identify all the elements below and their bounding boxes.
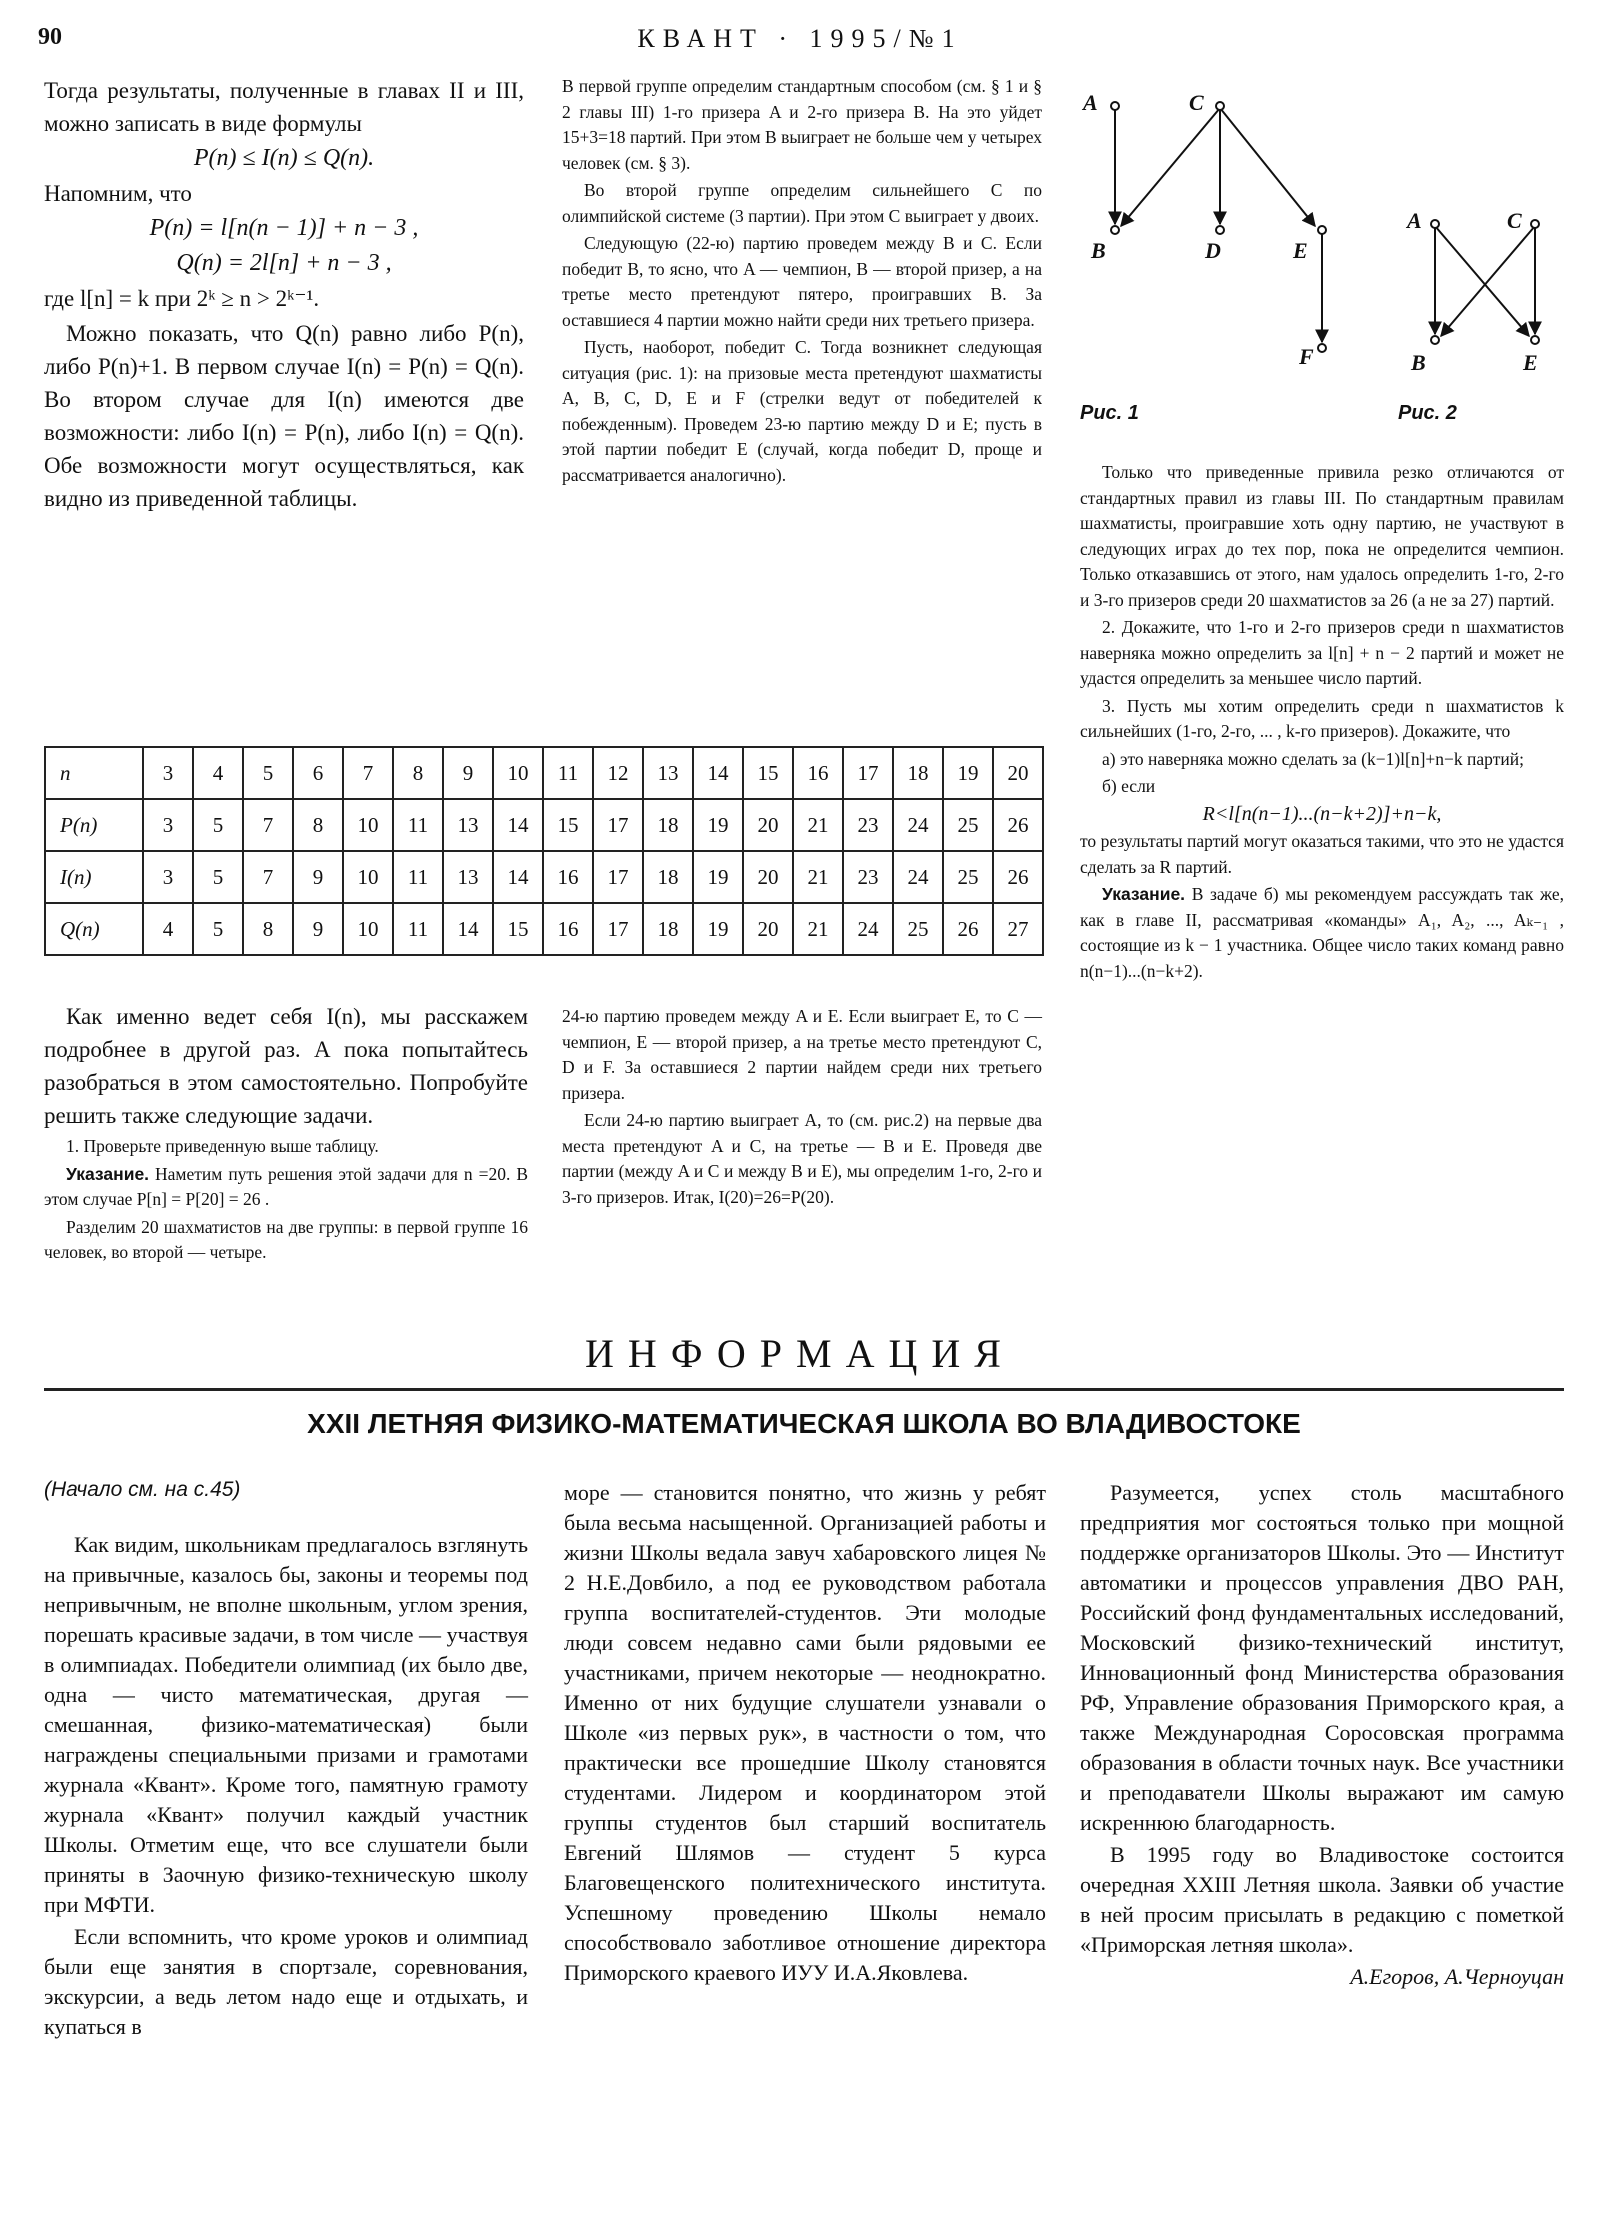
- formula: Q(n) = 2l[n] + n − 3 ,: [176, 250, 392, 276]
- paragraph: Разумеется, успех столь масштабного предприятия мог состояться только при мощной поддержке организаторов Школы. Это — Институт автоматики и процессов управления ДВО РАН, Российский фонд фундаментальных исследований, Московский физико-технический институт, Инновационный фонд Министерства образования РФ, Управление образования Приморского края, а также Международная Соросовская программа образования в области точных наук. Все участники и преподаватели Школы выражают им самую искреннюю благодарность.: [1080, 1480, 1564, 1835]
- table-cell: 8: [293, 799, 343, 851]
- paragraph: где l[n] = k при 2ᵏ ≥ n > 2ᵏ⁻¹.: [44, 286, 320, 311]
- article-col1: [44, 74, 524, 517]
- table-cell: 9: [443, 747, 493, 799]
- table-cell: 25: [943, 851, 993, 903]
- info-col2: [564, 1478, 1046, 1990]
- table-cell: 11: [543, 747, 593, 799]
- table-cell: 13: [443, 851, 493, 903]
- table-cell: 23: [843, 851, 893, 903]
- paragraph: Как именно ведет себя I(n), мы расскажем подробнее в другой раз. А пока попытайтесь разобраться в этом самостоятельно. Попробуйте решить также следующие задачи.: [44, 1004, 528, 1128]
- paragraph: 24-ю партию проведем между A и E. Если выиграет E, то C — чемпион, E — второй призер, а на третье место претендуют C, D и F. За оставшиеся 2 партии найдем среди них третьего призера.: [562, 1006, 1042, 1103]
- below-table-col1: [44, 1000, 528, 1268]
- table-cell: 25: [893, 903, 943, 955]
- node-e-label: E: [1293, 238, 1308, 263]
- authors: А.Егоров, А.Черноуцан: [1350, 1964, 1564, 1989]
- row-header: I(n): [45, 851, 143, 903]
- table-cell: 3: [143, 799, 193, 851]
- below-table-col2: [562, 1004, 1042, 1212]
- table-cell: 18: [643, 903, 693, 955]
- table-cell: 14: [493, 851, 543, 903]
- table-cell: 21: [793, 851, 843, 903]
- table-cell: 18: [643, 799, 693, 851]
- table-cell: 17: [593, 903, 643, 955]
- row-header: P(n): [45, 799, 143, 851]
- formula: P(n) = l[n(n − 1)] + n − 3 ,: [149, 215, 419, 241]
- table-cell: 4: [193, 747, 243, 799]
- hint-text: В задаче б) мы рекомендуем рассуждать так же, как в главе II, рассматривая «команды» A₁, A₂, ..., Aₖ₋₁ , состоящие из k − 1 участника. Общее число таких команд равно n(n−1)...(n−k+2).: [1080, 884, 1565, 981]
- table-cell: 10: [343, 903, 393, 955]
- paragraph: 2. Докажите, что 1-го и 2-го призеров среди n шахматистов наверняка можно определить за l[n] + n − 2 партий и может не удастся определить за меньшее число партий.: [1080, 617, 1564, 688]
- paragraph: Напомним, что: [44, 181, 192, 206]
- figure-1-caption: Рис. 1: [1080, 402, 1139, 424]
- node-c-label: C: [1189, 90, 1204, 115]
- table-cell: 27: [993, 903, 1043, 955]
- info-col3: [1080, 1478, 1564, 1994]
- node-e-label: E: [1523, 350, 1538, 375]
- table-cell: 17: [593, 799, 643, 851]
- figure-1: [1075, 80, 1355, 380]
- hint-label: Указание.: [1102, 884, 1186, 904]
- paragraph: [44, 1162, 528, 1213]
- paragraph: 3. Пусть мы хотим определить среди n шахматистов k сильнейших (1-го, 2-го, ... , k-го призеров). Докажите, что: [1080, 695, 1564, 741]
- table-row: [45, 851, 1043, 903]
- table-cell: 5: [193, 903, 243, 955]
- article-col2: [562, 74, 1042, 490]
- formula: P(n) ≤ I(n) ≤ Q(n).: [193, 145, 375, 171]
- figure-2: [1395, 200, 1575, 380]
- divider: [44, 1388, 1564, 1391]
- node-c-label: C: [1507, 208, 1522, 233]
- hint-label: Указание.: [66, 1163, 150, 1184]
- table-cell: 13: [643, 747, 693, 799]
- table-cell: 25: [943, 799, 993, 851]
- table-cell: 19: [693, 851, 743, 903]
- table-cell: 17: [843, 747, 893, 799]
- table-cell: 3: [143, 747, 193, 799]
- info-col1: [44, 1530, 528, 2044]
- node-b-label: B: [1091, 238, 1106, 263]
- table-cell: 24: [893, 799, 943, 851]
- page-number: 90: [38, 24, 62, 50]
- paragraph: Как видим, школьникам предлагалось взглянуть на привычные, казалось бы, законы и теоремы под непривычным, не вполне школьным, углом зрения, порешать красивые задачи, в том числе — участвуя в олимпиадах. Победители олимпиад (их было две, одна — чисто математическая, другая — смешанная, физико-математическая) были награждены специальными призами и грамотами журнала «Квант». Кроме того, памятную грамоту журнала «Квант» получил каждый участник Школы. Отметим еще, что все слушатели были приняты в Заочную физико-техническую школу при МФТИ.: [44, 1532, 528, 1917]
- table-cell: 8: [393, 747, 443, 799]
- table-cell: 5: [243, 747, 293, 799]
- paragraph: Можно показать, что Q(n) равно либо P(n), либо P(n)+1. В первом случае I(n) = P(n) = Q(n). Во втором случае для I(n) имеются две возможности: либо I(n) = P(n), либо I(n) = Q(n). Обе возможности могут осуществляться, как видно из приведенной таблицы.: [44, 321, 524, 511]
- table-cell: 17: [593, 851, 643, 903]
- node-b-label: B: [1411, 350, 1426, 375]
- table-cell: 15: [493, 903, 543, 955]
- table-cell: 5: [193, 851, 243, 903]
- table-cell: 19: [693, 799, 743, 851]
- table-cell: 7: [243, 851, 293, 903]
- table-cell: 21: [793, 799, 843, 851]
- node-a-label: A: [1083, 90, 1098, 115]
- table-cell: 20: [743, 903, 793, 955]
- table-cell: 26: [993, 799, 1043, 851]
- node-a-label: A: [1407, 208, 1422, 233]
- table-cell: 24: [893, 851, 943, 903]
- formula: R<l[n(n−1)...(n−k+2)]+n−k,: [1202, 802, 1442, 825]
- table-cell: 11: [393, 851, 443, 903]
- table-cell: 26: [943, 903, 993, 955]
- table-cell: 14: [443, 903, 493, 955]
- table-cell: 6: [293, 747, 343, 799]
- table-cell: 9: [293, 851, 343, 903]
- hint-text: Наметим путь решения этой задачи для n =20. В этом случае P[n] = P[20] = 26 .: [44, 1163, 529, 1209]
- table-cell: 20: [993, 747, 1043, 799]
- paragraph: В 1995 году во Владивостоке состоится очередная XXIII Летняя школа. Заявки об участие в ней просим присылать в редакцию с пометкой «Приморская летняя школа».: [1080, 1842, 1564, 1957]
- table-cell: 14: [693, 747, 743, 799]
- table-cell: 11: [393, 903, 443, 955]
- paragraph: а) это наверняка можно сделать за (k−1)l[n]+n−k партий;: [1102, 748, 1524, 769]
- paragraph: то результаты партий могут оказаться такими, что это не удастся сделать за R партий.: [1080, 831, 1564, 877]
- paragraph: 1. Проверьте приведенную выше таблицу.: [66, 1136, 379, 1156]
- values-table: [44, 746, 1044, 956]
- table-cell: 14: [493, 799, 543, 851]
- table-row: [45, 903, 1043, 955]
- table-cell: 10: [493, 747, 543, 799]
- table-cell: 7: [243, 799, 293, 851]
- table-cell: 26: [993, 851, 1043, 903]
- paragraph: Разделим 20 шахматистов на две группы: в первой группе 16 человек, во второй — четыре.: [44, 1216, 528, 1262]
- table-cell: 21: [793, 903, 843, 955]
- table-cell: 19: [943, 747, 993, 799]
- table-cell: 4: [143, 903, 193, 955]
- start-note: (Начало см. на с.45): [44, 1478, 241, 1501]
- figure-2-caption: Рис. 2: [1398, 402, 1457, 424]
- table-cell: 24: [843, 903, 893, 955]
- table-cell: 9: [293, 903, 343, 955]
- table-cell: 5: [193, 799, 243, 851]
- table-cell: 15: [743, 747, 793, 799]
- node-d-label: D: [1205, 238, 1221, 263]
- table-cell: 12: [593, 747, 643, 799]
- paragraph: б) если: [1102, 776, 1156, 796]
- table-cell: 13: [443, 799, 493, 851]
- table-cell: 10: [343, 851, 393, 903]
- table-cell: 8: [243, 903, 293, 955]
- table-cell: 11: [393, 799, 443, 851]
- row-header: Q(n): [45, 903, 143, 955]
- table-cell: 16: [793, 747, 843, 799]
- table-cell: 16: [543, 903, 593, 955]
- table-cell: 18: [893, 747, 943, 799]
- paragraph: море — становится понятно, что жизнь у ребят была весьма насыщенной. Организацией работы и жизни Школы ведала завуч хабаровского лицея № 2 Н.Е.Довбило, а под ее руководством работала группа воспитателей-студентов. Эти молодые люди совсем недавно сами были рядовыми ее участниками, причем некоторые — неоднократно. Именно от них будущие слушатели узнавали о Школе «из первых рук», в частности о том, что практически все прошедшие Школу становятся студентами. Лидером и координатором этой группы студентов был старший воспитатель Евгений Шлямов — студент 5 курса Благовещенского политехнического института. Успешному проведению Школы немало способствовало заботливое отношение директора Приморского краевого ИУУ И.А.Яковлева.: [564, 1480, 1046, 1985]
- table-cell: 16: [543, 851, 593, 903]
- node-f-label: F: [1299, 344, 1314, 369]
- paragraph: Если вспомнить, что кроме уроков и олимпиад были еще занятия в спортзале, соревнования, экскурсии, а ведь летом надо еще и отдыхать, и купаться в: [44, 1924, 528, 2039]
- paragraph: Следующую (22-ю) партию проведем между B и C. Если победит B, то ясно, что A — чемпион, B — второй призер, а на третье место претендуют пятеро, проигравших B. За оставшиеся 4 партии можно найти среди них третьего призера.: [562, 233, 1042, 330]
- table-cell: 15: [543, 799, 593, 851]
- paragraph: Если 24-ю партию выиграет A, то (см. рис.2) на первые два места претендуют A и C, на третье — B и E. Проведя две партии (между A и C и между B и E), мы определим 1-го, 2-го и 3-го призеров. Итак, I(20)=26=P(20).: [562, 1110, 1042, 1207]
- table-row: [45, 747, 1043, 799]
- paragraph: В первой группе определим стандартным способом (см. § 1 и § 2 главы III) 1-го призера A и 2-го призера B. На это уйдет 15+3=18 партий. При этом B выиграет не больше чем у четырех человек (см. § 3).: [562, 76, 1042, 173]
- paragraph: Только что приведенные привила резко отличаются от стандартных правил из главы III. По стандартным правилам шахматисты, проигравшие хоть одну партию, не участвуют в следующих играх до тех пор, пока не определится чемпион. Только отказавшись от этого, нам удалось определить 1-го, 2-го и 3-го призеров среди 20 шахматистов за 26 (а не за 27) партий.: [1080, 462, 1564, 610]
- table-cell: 3: [143, 851, 193, 903]
- table-cell: 7: [343, 747, 393, 799]
- table-cell: 10: [343, 799, 393, 851]
- article-title: XXII ЛЕТНЯЯ ФИЗИКО-МАТЕМАТИЧЕСКАЯ ШКОЛА ВО ВЛАДИВОСТОКЕ: [307, 1408, 1301, 1439]
- table-cell: 19: [693, 903, 743, 955]
- paragraph: [1080, 882, 1564, 984]
- journal-header: КВАНТ · 1995/№1: [637, 24, 963, 53]
- table-cell: 18: [643, 851, 693, 903]
- table-cell: 23: [843, 799, 893, 851]
- paragraph: Тогда результаты, полученные в главах II и III, можно записать в виде формулы: [44, 78, 524, 136]
- table-cell: 20: [743, 851, 793, 903]
- paragraph: Пусть, наоборот, победит C. Тогда возникнет следующая ситуация (рис. 1): на призовые места претендуют шахматисты A, B, C, D, E и F (стрелки ведут от победителей к побежденным). Проведем 23-ю партию между D и E; пусть в этой партии победит E (случай, когда победит D, проще и рассматривается аналогично).: [562, 337, 1042, 485]
- paragraph: Во второй группе определим сильнейшего C по олимпийской системе (3 партии). При этом C выиграет у двоих.: [562, 180, 1042, 226]
- row-header: n: [45, 747, 143, 799]
- article-col3: [1080, 460, 1564, 986]
- table-row: [45, 799, 1043, 851]
- table-cell: 20: [743, 799, 793, 851]
- section-title: ИНФОРМАЦИЯ: [585, 1331, 1015, 1376]
